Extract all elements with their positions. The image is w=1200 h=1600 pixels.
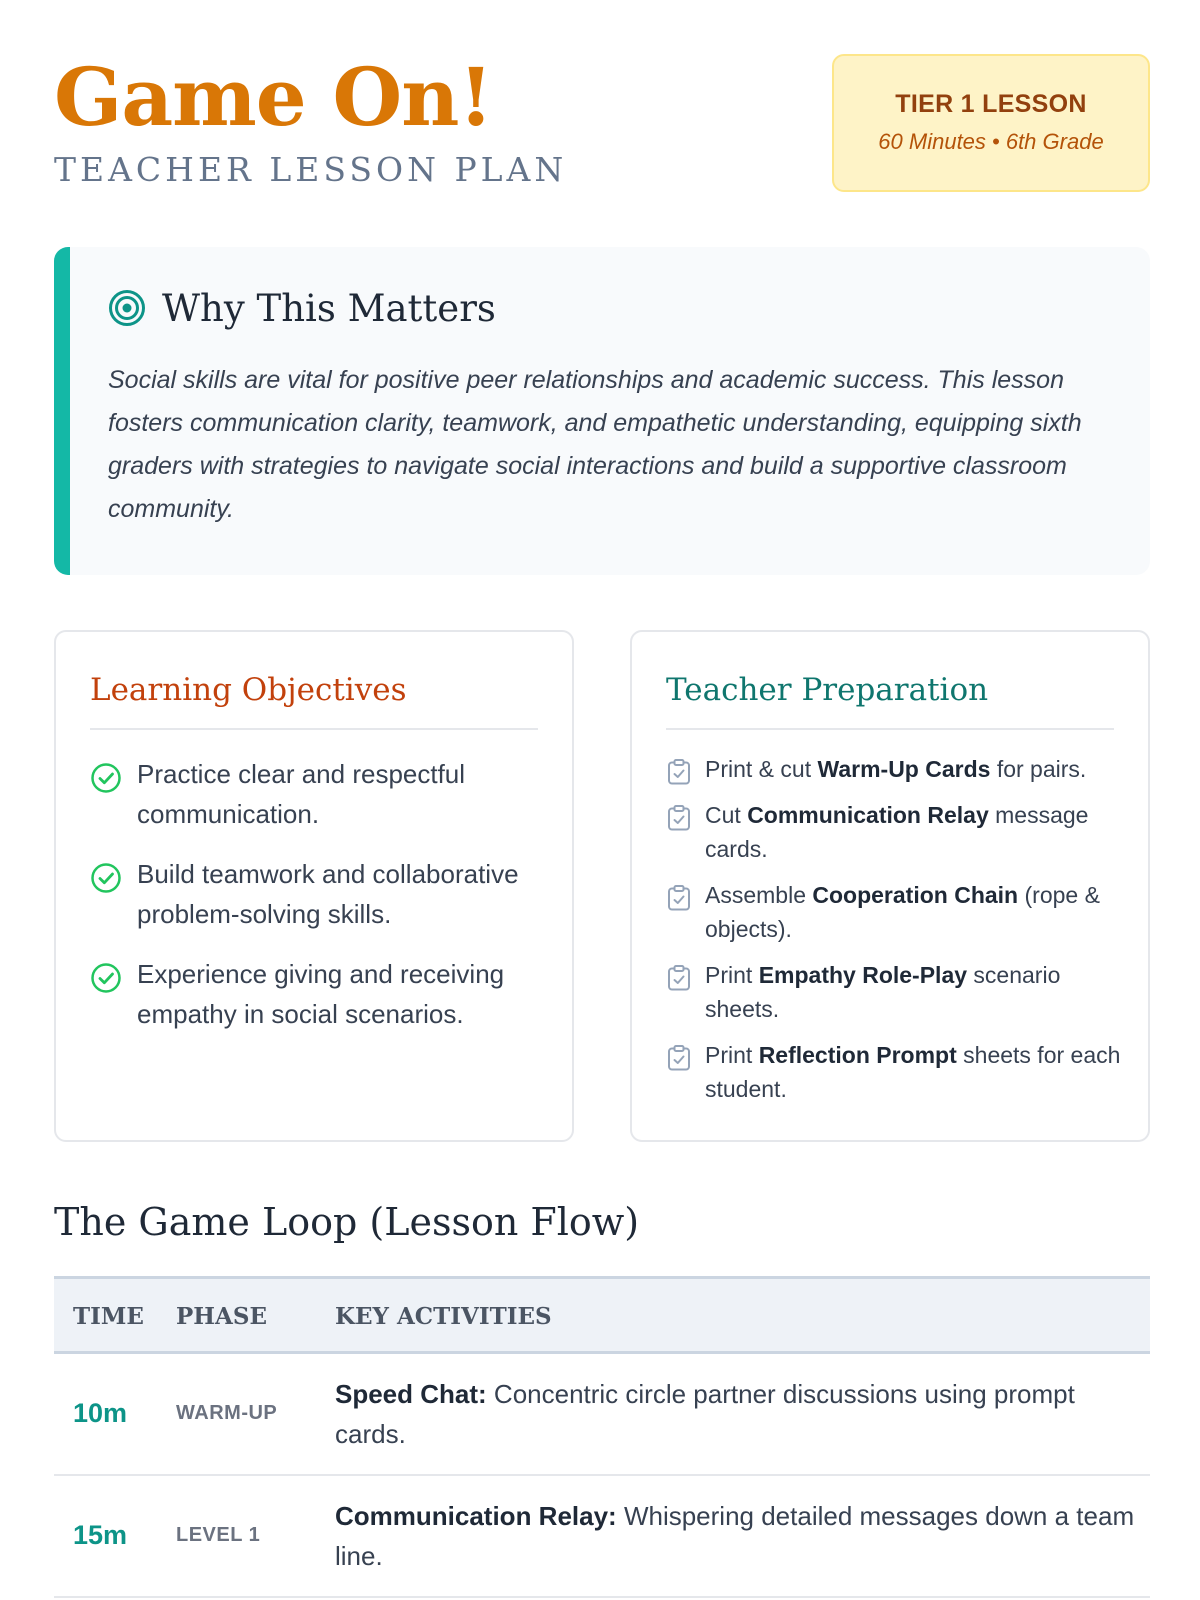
clipboard-check-icon [666, 964, 692, 992]
row-time: 10m [73, 1398, 128, 1428]
lesson-plan-page [54, 0, 1150, 1600]
clipboard-check-icon [666, 758, 692, 786]
list-item [90, 954, 546, 1034]
prep-pre: Cut [705, 802, 748, 828]
row-phase: WARM-UP [176, 1402, 278, 1424]
list-item [90, 754, 546, 834]
list-item [666, 878, 1122, 946]
table-header [54, 1276, 1150, 1354]
tier-badge-details: 60 Minutes • 6th Grade [878, 129, 1104, 154]
teacher-preparation-card [630, 630, 1150, 1142]
prep-post: message cards. [705, 802, 1089, 862]
activity-title: Communication Relay: [335, 1501, 617, 1531]
prep-pre: Assemble [705, 882, 813, 908]
why-text: Social skills are vital for positive peer relationships and academic success. This lesson fosters communication clarity, teamwork, and empathetic understanding, equipping sixth graders with strategies to navigate social interactions and build a supportive classroom community. [108, 366, 1082, 523]
learning-objectives-card [54, 630, 574, 1142]
objective-text: Practice clear and respectful communication. [137, 759, 466, 829]
activity-title: Speed Chat: [335, 1379, 487, 1409]
prep-post: sheets for each student. [705, 1042, 1121, 1102]
list-item [666, 1038, 1122, 1106]
row-time: 15m [73, 1520, 128, 1550]
objectives-title: Learning Objectives [90, 672, 407, 708]
prep-pre: Print [705, 1042, 759, 1068]
preparation-title: Teacher Preparation [666, 672, 989, 708]
tier-badge [832, 54, 1150, 192]
prep-post: (rope & objects). [705, 882, 1100, 942]
prep-material: Warm-Up Cards [817, 756, 991, 782]
prep-material: Empathy Role-Play [758, 962, 968, 988]
check-circle-icon [90, 862, 122, 894]
prep-pre: Print [705, 962, 759, 988]
prep-pre: Print & cut [705, 756, 818, 782]
list-item [90, 854, 546, 934]
tier-badge-title: TIER 1 LESSON [895, 90, 1087, 118]
row-phase: LEVEL 1 [176, 1524, 261, 1546]
clipboard-check-icon [666, 804, 692, 832]
column-header-time: TIME [73, 1303, 144, 1330]
list-item [666, 752, 1122, 786]
column-header-phase: PHASE [176, 1303, 268, 1330]
clipboard-check-icon [666, 884, 692, 912]
check-circle-icon [90, 962, 122, 994]
page-title: Game On! [54, 50, 493, 144]
check-circle-icon [90, 762, 122, 794]
prep-material: Communication Relay [747, 802, 989, 828]
preparation-list [666, 752, 1122, 1118]
table-row [54, 1476, 1150, 1598]
prep-post: scenario sheets. [705, 962, 1061, 1022]
table-row [54, 1354, 1150, 1476]
divider [666, 728, 1114, 730]
prep-material: Cooperation Chain [812, 882, 1019, 908]
row-activity [335, 1374, 1135, 1454]
prep-post: for pairs. [990, 756, 1087, 782]
target-icon [108, 289, 146, 327]
why-heading: Why This Matters [162, 287, 496, 330]
activity-text: Whispering detailed messages down a team line. [335, 1501, 1135, 1571]
objective-text: Build teamwork and collaborative problem-solving skills. [137, 859, 519, 929]
clipboard-check-icon [666, 1044, 692, 1072]
lesson-flow-table [54, 1276, 1150, 1598]
objectives-list [90, 754, 546, 1054]
list-item [666, 798, 1122, 866]
prep-material: Reflection Prompt [758, 1042, 957, 1068]
objective-text: Experience giving and receiving empathy in social scenarios. [137, 959, 505, 1029]
column-header-activities: KEY ACTIVITIES [335, 1303, 552, 1330]
list-item [666, 958, 1122, 1026]
row-activity [335, 1496, 1135, 1576]
page-subtitle: TEACHER LESSON PLAN [54, 150, 568, 189]
game-loop-heading: The Game Loop (Lesson Flow) [54, 1200, 640, 1244]
divider [90, 728, 538, 730]
activity-text: Concentric circle partner discussions using prompt cards. [335, 1379, 1075, 1449]
why-this-matters-callout [54, 247, 1150, 575]
